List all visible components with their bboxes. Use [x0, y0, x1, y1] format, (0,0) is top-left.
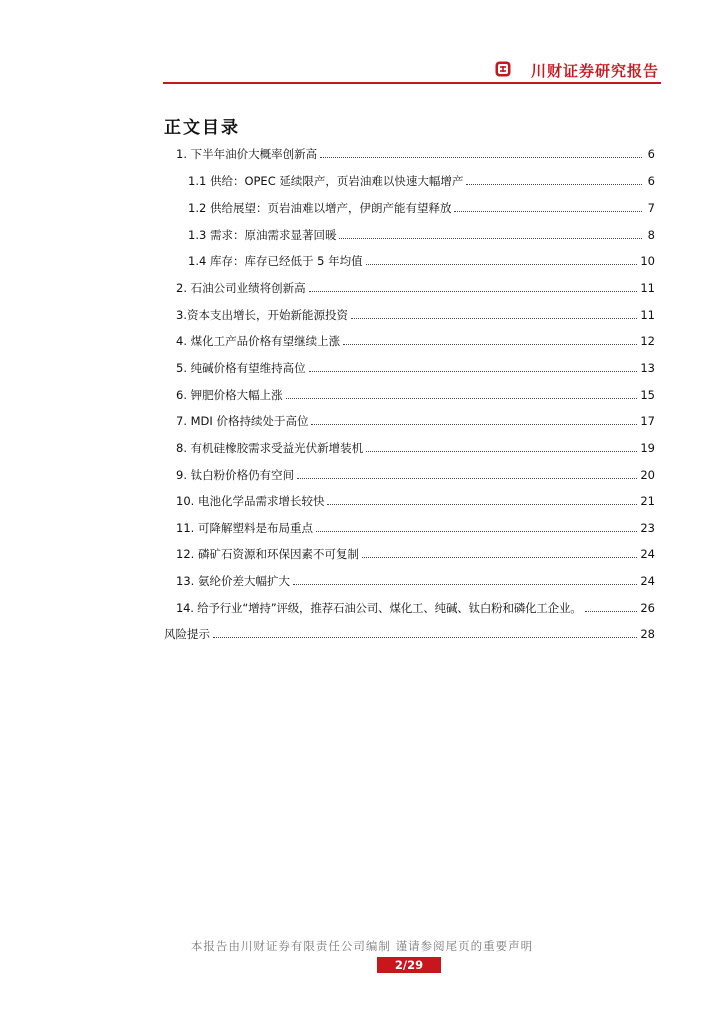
page-indicator: 2/29	[377, 957, 441, 973]
toc-entry-page: 15	[640, 388, 655, 402]
toc-entry-page: 17	[640, 414, 655, 428]
toc-entry-page: 13	[640, 361, 655, 375]
dot-leader	[311, 424, 637, 425]
toc-entry-label: 1.2 供给展望：页岩油难以增产，伊朗产能有望释放	[188, 201, 452, 215]
toc-entry-4[interactable]	[176, 332, 655, 348]
toc-entry-label: 8. 有机硅橡胶需求受益光伏新增装机	[176, 441, 364, 455]
toc-entry-label: 12. 磷矿石资源和环保因素不可复制	[176, 547, 359, 561]
dot-leader	[309, 371, 638, 372]
dot-leader	[213, 637, 637, 638]
dot-leader	[339, 238, 642, 239]
toc-entry-12[interactable]	[176, 545, 655, 561]
toc-entry-label: 2. 石油公司业绩将创新高	[176, 281, 306, 295]
toc-entry-page: 20	[640, 468, 655, 482]
dot-leader	[327, 504, 637, 505]
dot-leader	[366, 451, 637, 452]
toc-entry-1-4[interactable]	[188, 252, 655, 268]
toc-entry-page: 19	[640, 441, 655, 455]
toc-entry-9[interactable]	[176, 466, 655, 482]
toc-entry-page: 6	[647, 147, 655, 161]
dot-leader	[316, 531, 637, 532]
toc-entry-5[interactable]	[176, 359, 655, 375]
dot-leader	[366, 264, 638, 265]
dot-leader	[293, 584, 637, 585]
toc-entry-page: 11	[640, 281, 655, 295]
toc-entry-page: 24	[640, 547, 655, 561]
toc-entry-label: 9. 钛白粉价格仍有空间	[176, 468, 295, 482]
toc-entry-page: 26	[640, 601, 655, 615]
toc-entry-label: 14. 给予行业“增持”评级，推荐石油公司、煤化工、纯碱、钛白粉和磷化工企业。	[176, 601, 582, 615]
toc-entry-page: 6	[647, 174, 655, 188]
toc-entry-page: 8	[647, 228, 655, 242]
toc-entry-label: 4. 煤化工产品价格有望继续上涨	[176, 334, 341, 348]
toc-entry-label: 3.资本支出增长，开始新能源投资	[176, 308, 348, 322]
toc-entry-1[interactable]	[176, 145, 655, 161]
dot-leader	[585, 611, 638, 612]
toc-entry-label: 7. MDI 价格持续处于高位	[176, 414, 309, 428]
toc-entry-page: 24	[640, 574, 655, 588]
toc-entry-page: 28	[640, 627, 655, 641]
toc-entry-page: 23	[640, 521, 655, 535]
toc-entry-page: 10	[640, 254, 655, 268]
toc-entry-1-1[interactable]	[188, 172, 655, 188]
dot-leader	[297, 478, 637, 479]
toc-entry-page: 12	[640, 334, 655, 348]
toc-entry-page: 11	[640, 308, 655, 322]
toc-entry-1-2[interactable]	[188, 199, 655, 215]
toc-entry-label: 5. 纯碱价格有望维持高位	[176, 361, 306, 375]
toc-entry-page: 7	[647, 201, 655, 215]
toc-entry-label: 13. 氨纶价差大幅扩大	[176, 574, 290, 588]
toc-entry-label: 1. 下半年油价大概率创新高	[176, 147, 318, 161]
toc-entry-label: 6. 钾肥价格大幅上涨	[176, 388, 283, 402]
dot-leader	[320, 157, 642, 158]
dot-leader	[362, 557, 637, 558]
toc-title: 正文目录	[164, 118, 240, 138]
dot-leader	[351, 318, 637, 319]
dot-leader	[286, 398, 638, 399]
toc-entry-2[interactable]	[176, 279, 655, 295]
toc-entry-11[interactable]	[176, 519, 655, 535]
dot-leader	[466, 184, 642, 185]
toc-entry-page: 21	[640, 494, 655, 508]
toc-entry-1-3[interactable]	[188, 226, 655, 242]
disclaimer-note: 本报告由川财证券有限责任公司编制 谨请参阅尾页的重要声明	[190, 939, 534, 953]
dot-leader	[343, 344, 637, 345]
toc-entry-3[interactable]	[176, 306, 655, 322]
toc-entry-10[interactable]	[176, 492, 655, 508]
toc-entry-label: 10. 电池化学品需求增长较快	[176, 494, 325, 508]
toc-entry-8[interactable]	[176, 439, 655, 455]
toc-entry-13[interactable]	[176, 572, 655, 588]
brand-name: 川财证券研究报告	[530, 62, 659, 80]
toc-entry-label: 1.3 需求：原油需求显著回暖	[188, 228, 337, 242]
toc-entry-label: 1.1 供给：OPEC 延续限产，页岩油难以快速大幅增产	[188, 174, 464, 188]
toc-entry-risk[interactable]	[164, 625, 655, 641]
toc-entry-14[interactable]	[176, 599, 655, 615]
toc-entry-label: 风险提示	[164, 627, 210, 641]
dot-leader	[309, 291, 638, 292]
dot-leader	[454, 211, 642, 212]
toc-entry-7[interactable]	[176, 412, 655, 428]
toc-entry-label: 11. 可降解塑料是布局重点	[176, 521, 313, 535]
toc-entry-label: 1.4 库存：库存已经低于 5 年均值	[188, 254, 363, 268]
toc-entry-6[interactable]	[176, 386, 655, 402]
